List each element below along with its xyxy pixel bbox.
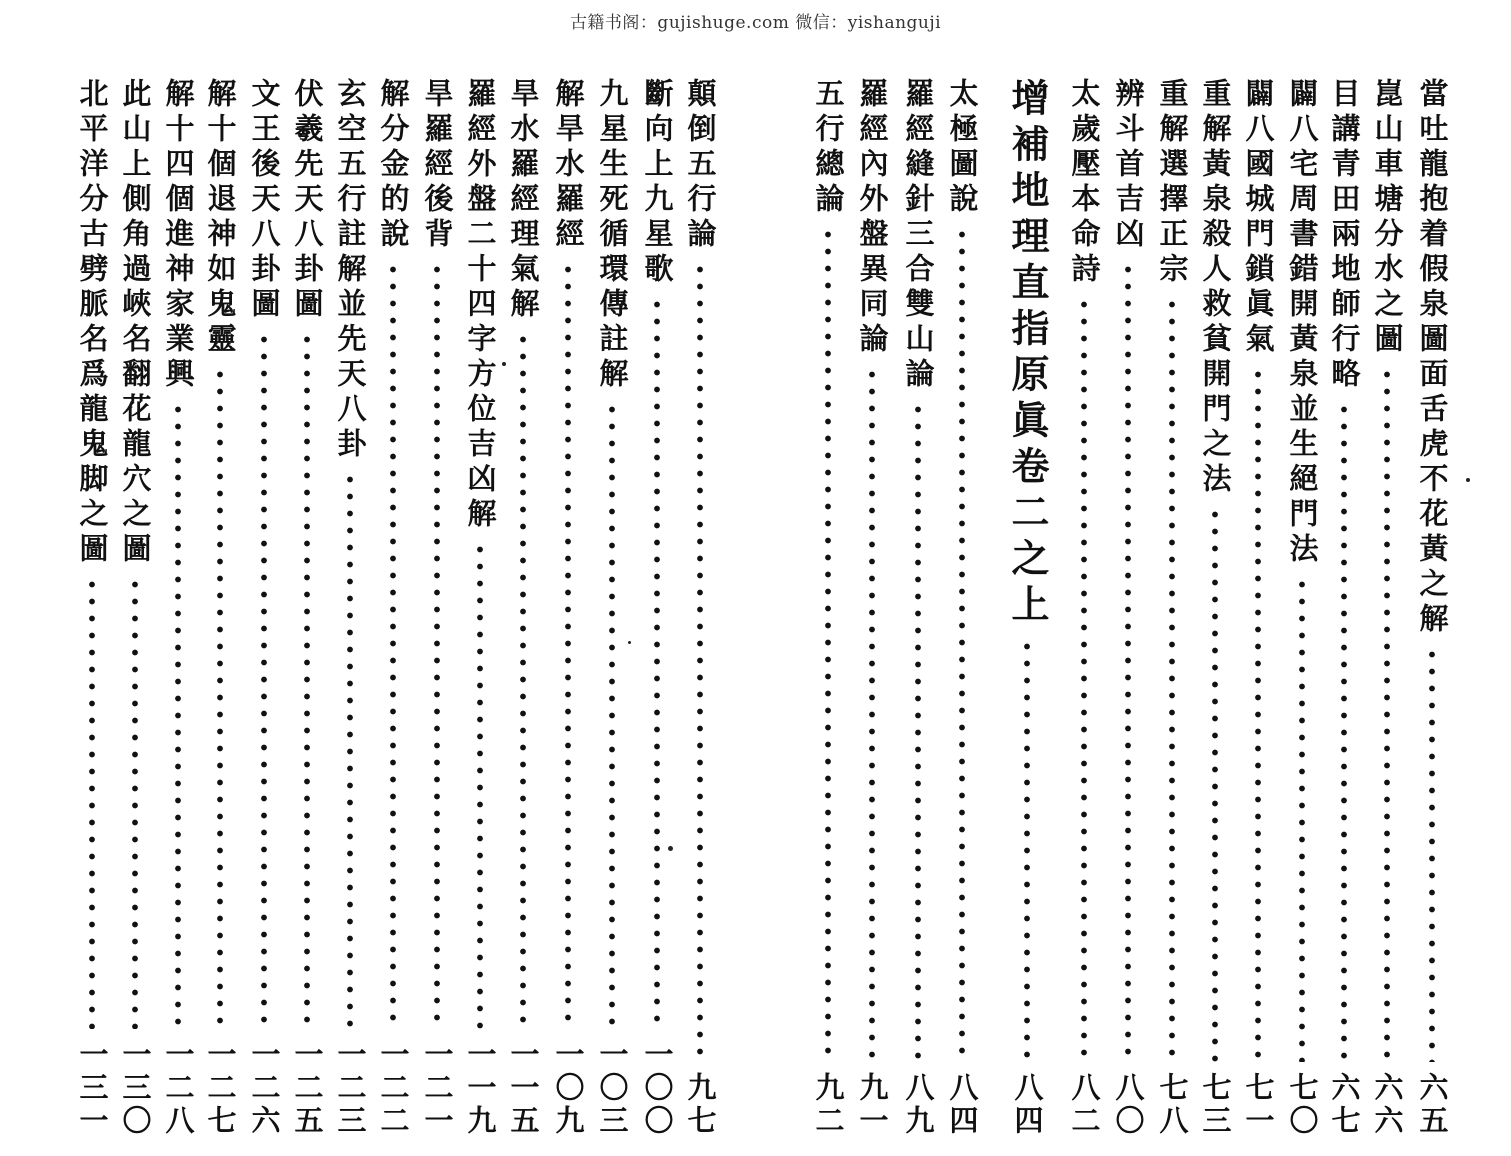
toc-entry-page: 九一 (855, 1072, 890, 1138)
leader-dots (958, 226, 966, 1062)
toc-entry-title: 目講青田兩地師行略 (1327, 78, 1362, 393)
toc-entry-title: 伏羲先天八卦圖 (290, 78, 325, 323)
toc-entry (546, 78, 590, 1138)
scan-speck (1466, 478, 1470, 482)
toc-entry (1150, 78, 1194, 1138)
leader-dots (389, 261, 397, 1029)
toc-entry-title: 羅經外盤二十四字方位吉凶解 (463, 78, 498, 533)
toc-entry (501, 78, 545, 1138)
toc-entry-title: 羅經縫針三合雙山論 (901, 78, 936, 393)
leader-dots (1168, 296, 1176, 1062)
leader-dots (303, 331, 311, 1029)
toc-entry-page: 一二七 (203, 1039, 238, 1138)
toc-entry-page: 七三 (1198, 1072, 1233, 1138)
toc-entry-title: 顛倒五行論 (683, 78, 718, 253)
toc-entry-title: 崑山車塘分水之圖 (1370, 78, 1405, 358)
toc-entry-page: 八四 (1010, 1072, 1045, 1138)
toc-entry-page: 六五 (1415, 1072, 1450, 1138)
toc-entry (156, 78, 200, 1138)
toc-entry (678, 78, 722, 1138)
toc-entry-page: 六六 (1370, 1072, 1405, 1138)
toc-entry-page: 一三〇 (118, 1039, 153, 1138)
toc-entry-title: 闢八宅周書錯開黃泉並生絕門法 (1285, 78, 1320, 568)
toc-entry-page: 一〇〇 (640, 1039, 675, 1138)
toc-entry-page: 六七 (1327, 1072, 1362, 1138)
toc-entry-page: 九二 (811, 1072, 846, 1138)
toc-entry-title: 此山上側角過峽名翻花龍穴之圖 (118, 78, 153, 568)
leader-dots (519, 331, 527, 1029)
toc-entry (70, 78, 114, 1138)
leader-dots (1254, 366, 1262, 1062)
scan-speck (628, 641, 631, 644)
volume-heading-title: 增補地理直指原眞卷二之上 (1005, 78, 1049, 630)
leader-dots (824, 226, 832, 1062)
toc-entry (415, 78, 459, 1138)
toc-entry (1236, 78, 1280, 1138)
leader-dots (346, 471, 354, 1029)
toc-entry-title: 文王後天八卦圖 (247, 78, 282, 323)
scan-speck (668, 846, 673, 851)
toc-entry-page: 一二八 (161, 1039, 196, 1138)
toc-entry (850, 78, 894, 1138)
toc-entry-title: 斷向上九星歌 (640, 78, 675, 288)
toc-entry-title: 太極圖說 (945, 78, 980, 218)
toc-entry (285, 78, 329, 1138)
toc-entry (1193, 78, 1237, 1138)
toc-entry-page: 一二三 (333, 1039, 368, 1138)
toc-entry (635, 78, 679, 1138)
toc-entry-title: 五行總論 (811, 78, 846, 218)
toc-entry-page: 八〇 (1111, 1072, 1146, 1138)
toc-entry-page: 七一 (1241, 1072, 1276, 1138)
toc-entry-title: 當吐龍抱着假泉圖面舌虎不花黃之解 (1415, 78, 1450, 638)
leader-dots (1340, 401, 1348, 1062)
toc-entry-page: 一二五 (290, 1039, 325, 1138)
toc-entry-page: 一〇三 (595, 1039, 630, 1138)
toc-entry-page: 一二一 (420, 1039, 455, 1138)
leader-dots (1428, 646, 1436, 1062)
toc-entry (242, 78, 286, 1138)
toc-entry (328, 78, 372, 1138)
toc-entry-page: 一二二 (376, 1039, 411, 1138)
leader-dots (1211, 506, 1219, 1062)
right-page (800, 78, 1460, 1138)
leader-dots (564, 261, 572, 1029)
leader-dots (1124, 261, 1132, 1062)
toc-entry (1410, 78, 1454, 1138)
watermark: 古籍书阁：gujishuge.com 微信：yishanguji (569, 13, 942, 33)
toc-entry (1106, 78, 1150, 1138)
leader-dots (1298, 576, 1306, 1062)
leader-dots (1080, 296, 1088, 1062)
toc-entry-title: 闢八國城門鎖眞氣 (1241, 78, 1276, 358)
toc-entry (940, 78, 984, 1138)
toc-entry-title: 重解選擇正宗 (1155, 78, 1190, 288)
toc-entry (1062, 78, 1106, 1138)
leader-dots (88, 576, 96, 1029)
toc-entry-page: 八二 (1067, 1072, 1102, 1138)
toc-entry (896, 78, 940, 1138)
leader-dots (1023, 638, 1031, 1062)
toc-entry-title: 解十四個進神家業興 (161, 78, 196, 393)
toc-entry-title: 太歲壓本命詩 (1067, 78, 1102, 288)
toc-entry-page: 八四 (945, 1072, 980, 1138)
toc-entry-title: 北平洋分古劈脈名爲龍鬼脚之圖 (75, 78, 110, 568)
toc-entry (1322, 78, 1366, 1138)
toc-entry-title: 解旱水羅經 (551, 78, 586, 253)
toc-entry (198, 78, 242, 1138)
scan-speck (502, 362, 506, 366)
toc-entry (806, 78, 850, 1138)
toc-entry (590, 78, 634, 1138)
leader-dots (131, 576, 139, 1029)
toc-entry-title: 旱水羅經理氣解 (506, 78, 541, 323)
leader-dots (653, 296, 661, 1029)
toc-entry-title: 解分金的說 (376, 78, 411, 253)
toc-entry-title: 解十個退神如鬼靈 (203, 78, 238, 358)
leader-dots (174, 401, 182, 1029)
toc-entry-title: 辨斗首吉凶 (1111, 78, 1146, 253)
leader-dots (1383, 366, 1391, 1062)
leader-dots (216, 366, 224, 1029)
leader-dots (914, 401, 922, 1062)
toc-entry-page: 一二六 (247, 1039, 282, 1138)
leader-dots (608, 401, 616, 1029)
toc-entry (1280, 78, 1324, 1138)
toc-entry (371, 78, 415, 1138)
leader-dots (476, 541, 484, 1029)
toc-entry-title: 旱羅經後背 (420, 78, 455, 253)
toc-entry-page: 一一九 (463, 1039, 498, 1138)
toc-entry-title: 九星生死循環傳註解 (595, 78, 630, 393)
toc-entry-page: 一〇九 (551, 1039, 586, 1138)
toc-entry (113, 78, 157, 1138)
volume-heading (1005, 78, 1049, 1138)
leader-dots (696, 261, 704, 1062)
toc-entry (458, 78, 502, 1138)
leader-dots (868, 366, 876, 1062)
left-page (60, 78, 740, 1138)
toc-entry-title: 重解黃泉殺人救貧開門之法 (1198, 78, 1233, 498)
toc-entry-page: 一三一 (75, 1039, 110, 1138)
toc-entry (1365, 78, 1409, 1138)
toc-entry-page: 七八 (1155, 1072, 1190, 1138)
toc-entry-page: 九七 (683, 1072, 718, 1138)
toc-entry-title: 羅經內外盤異同論 (855, 78, 890, 358)
toc-entry-title: 玄空五行註解並先天八卦 (333, 78, 368, 463)
toc-entry-page: 八九 (901, 1072, 936, 1138)
toc-entry-page: 七〇 (1285, 1072, 1320, 1138)
leader-dots (433, 261, 441, 1029)
toc-entry-page: 一一五 (506, 1039, 541, 1138)
leader-dots (260, 331, 268, 1029)
